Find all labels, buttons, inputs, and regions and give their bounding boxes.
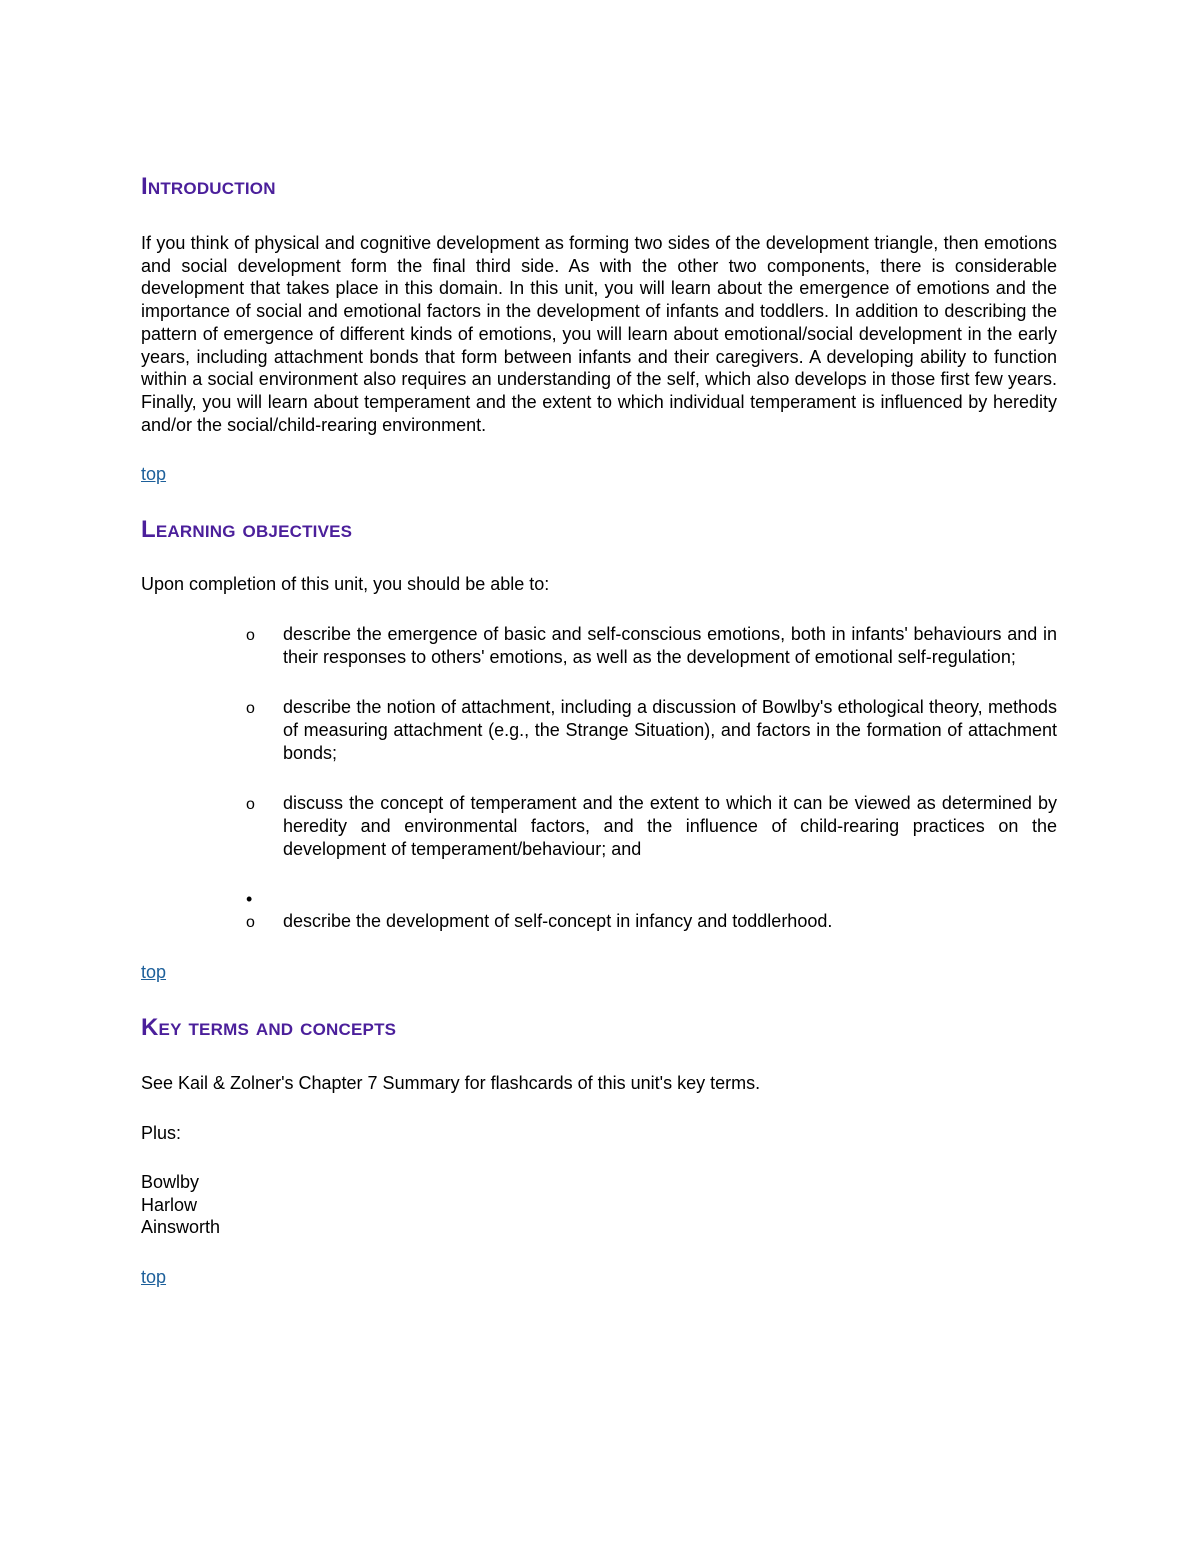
hollow-bullet-icon: o [246, 914, 255, 932]
objective-item [246, 696, 1057, 765]
document-page [141, 170, 1057, 1288]
objective-item [246, 623, 1057, 669]
objectives-list [246, 623, 1057, 933]
objective-item [246, 792, 1057, 861]
hollow-bullet-icon: o [246, 796, 255, 814]
introduction-paragraph: If you think of physical and cognitive development as forming two sides of the development triangle, then emotions and social development form the final third side. As with the other two components, there is considerable development that takes place in this domain. In this unit, you will learn about the emergence of emotions and the importance of social and emotional factors in the development of infants and toddlers. In addition to describing the pattern of emergence of different kinds of emotions, you will learn about emotional/social development in the early years, including attachment bonds that form between infants and their caregivers. A developing ability to function within a social environment also requires an understanding of the self, which also develops in those first few years. Finally, you will learn about temperament and the extent to which individual temperament is influenced by heredity and/or the social/child-rearing environment. [141, 233, 1057, 435]
objectives-intro: Upon completion of this unit, you should be able to: [141, 574, 550, 595]
objective-text: describe the development of self-concept in infancy and toddlerhood. [283, 911, 833, 932]
objective-text: describe the notion of attachment, including a discussion of Bowlby's ethological theory, methods of measuring attachment (e.g., the Strange Situation), and factors in the formation of attachment bonds; [283, 697, 1057, 764]
top-link-key-terms[interactable]: top [141, 1266, 167, 1287]
key-terms-plus: Plus: [141, 1122, 182, 1143]
solid-bullet-icon: • [246, 889, 253, 910]
introduction-heading: Introduction [141, 173, 276, 200]
key-term-item: Bowlby [141, 1172, 200, 1193]
key-terms-list [141, 1171, 1057, 1239]
key-term-item: Harlow [141, 1194, 198, 1215]
objectives-heading: Learning objectives [141, 516, 353, 544]
key-terms-intro: See Kail & Zolner's Chapter 7 Summary for flashcards of this unit's key terms. [141, 1073, 761, 1094]
top-link-objectives[interactable]: top [141, 962, 167, 983]
hollow-bullet-icon: o [246, 627, 255, 645]
top-link-introduction[interactable]: top [141, 464, 167, 485]
objective-text: discuss the concept of temperament and the extent to which it can be viewed as determined by heredity and environmental factors, and the influence of child-rearing practices on the development of temperament/behaviour; and [283, 793, 1057, 860]
empty-bullet-item [246, 888, 1057, 910]
key-terms-heading: Key terms and concepts [141, 1014, 397, 1042]
objective-text: describe the emergence of basic and self-conscious emotions, both in infants' behaviours and in their responses to others' emotions, as well as the development of emotional self-regulation; [283, 624, 1057, 668]
hollow-bullet-icon: o [246, 700, 255, 718]
objective-item [246, 910, 1057, 933]
key-term-item: Ainsworth [141, 1217, 221, 1238]
